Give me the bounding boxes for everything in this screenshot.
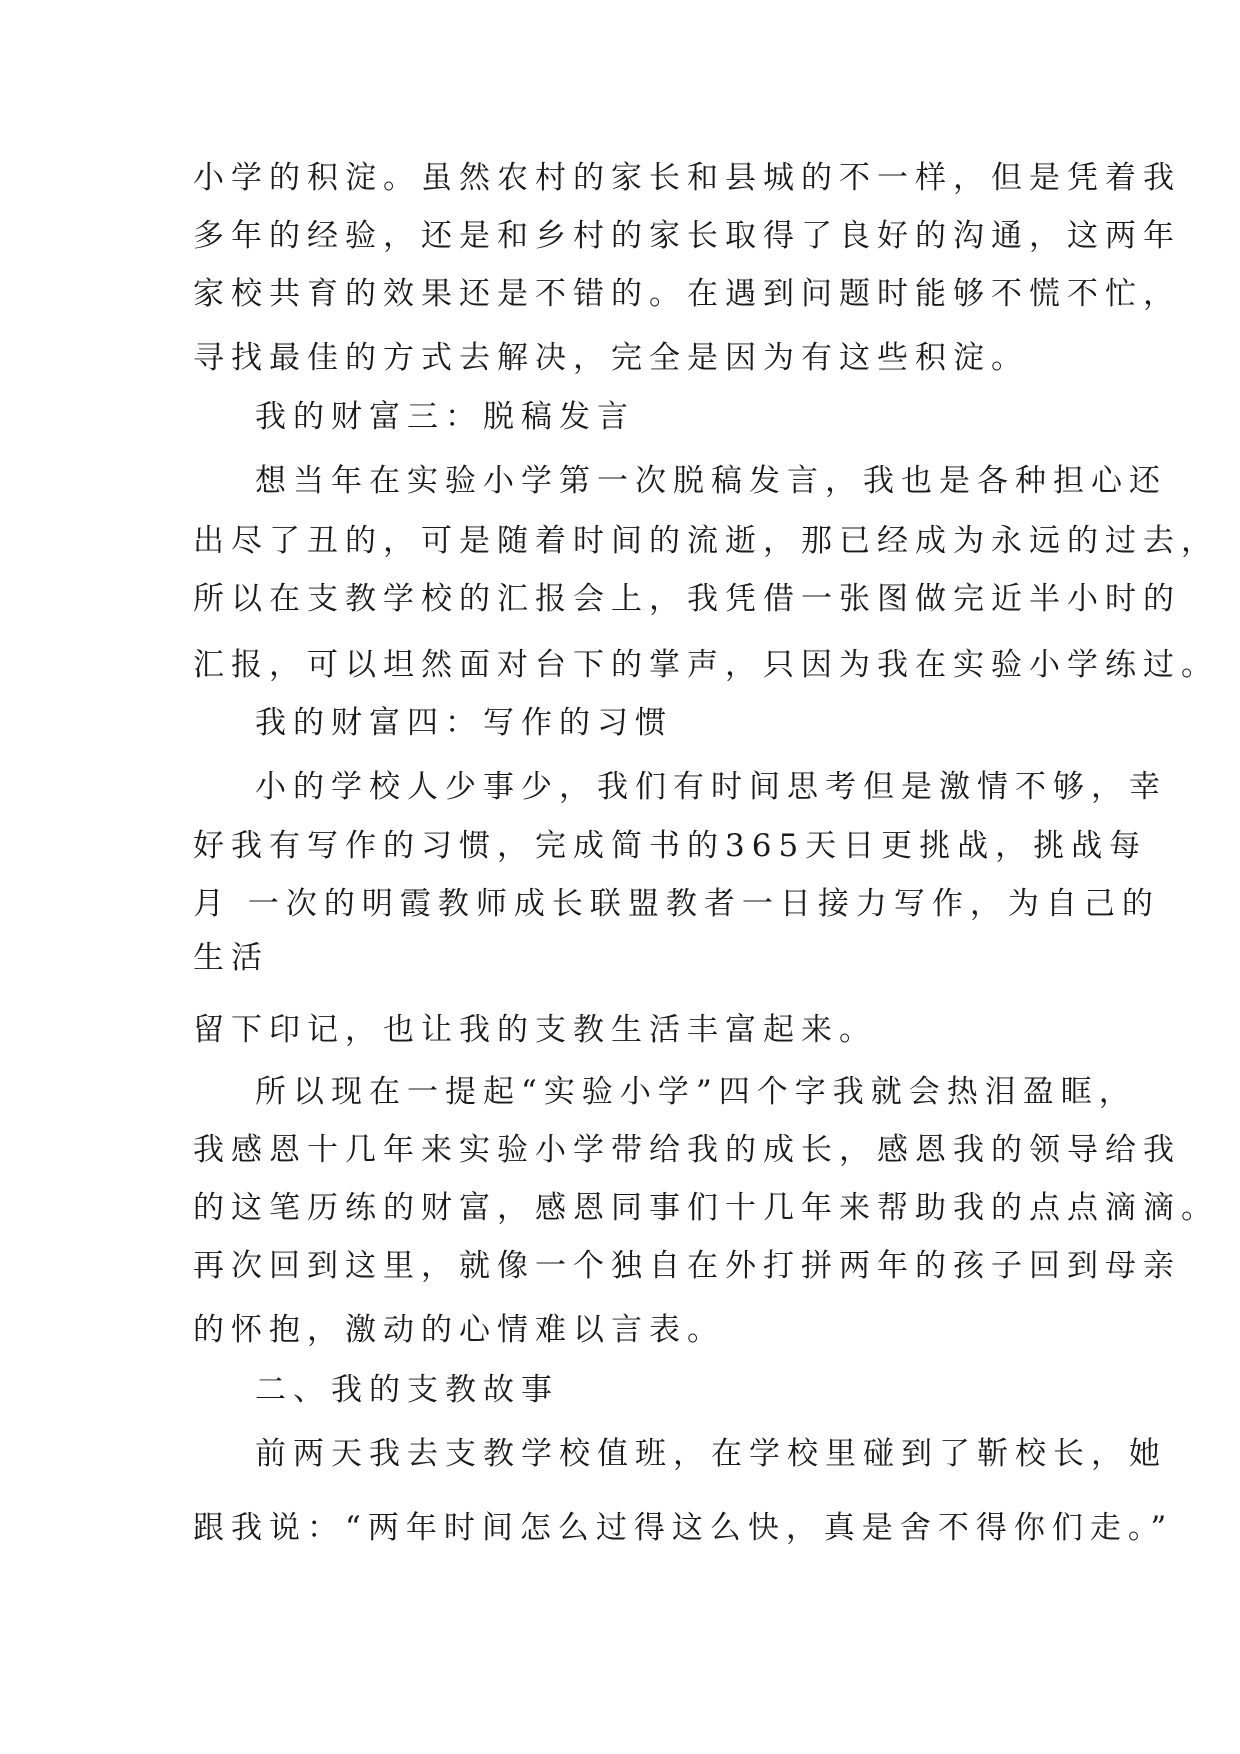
text-line: 生活 bbox=[193, 940, 269, 976]
text-line: 家校共育的效果还是不错的。在遇到问题时能够不慌不忙， bbox=[193, 276, 1181, 312]
text-line: 的这笔历练的财富，感恩同事们十几年来帮助我的点点滴滴。 bbox=[193, 1190, 1219, 1226]
text-line: 的怀抱，激动的心情难以言表。 bbox=[193, 1312, 725, 1348]
text-line: 小学的积淀。虽然农村的家长和县城的不一样，但是凭着我 bbox=[193, 160, 1181, 196]
text-line: 好我有写作的习惯，完成简书的365天日更挑战，挑战每 bbox=[193, 828, 1148, 864]
text-line: 想当年在实验小学第一次脱稿发言，我也是各种担心还 bbox=[255, 463, 1167, 499]
text-line: 多年的经验，还是和乡村的家长取得了良好的沟通，这两年 bbox=[193, 218, 1181, 254]
text-line: 前两天我去支教学校值班，在学校里碰到了靳校长，她 bbox=[255, 1436, 1167, 1472]
text-line: 汇报，可以坦然面对台下的掌声，只因为我在实验小学练过。 bbox=[193, 647, 1219, 683]
text-line: 寻找最佳的方式去解决，完全是因为有这些积淀。 bbox=[193, 340, 1029, 376]
section-heading: 我的财富四：写作的习惯 bbox=[255, 705, 673, 741]
text-line: 月 一次的明霞教师成长联盟教者一日接力写作，为自己的 bbox=[193, 886, 1160, 922]
section-heading: 我的财富三：脱稿发言 bbox=[255, 399, 635, 435]
text-line: 跟我说：“两年时间怎么过得这么快，真是舍不得你们走。” bbox=[193, 1510, 1174, 1546]
text-line: 小的学校人少事少，我们有时间思考但是激情不够，幸 bbox=[255, 769, 1167, 805]
text-line: 再次回到这里，就像一个独自在外打拼两年的孩子回到母亲 bbox=[193, 1248, 1181, 1284]
section-heading: 二、我的支教故事 bbox=[255, 1372, 559, 1408]
text-line: 出尽了丑的，可是随着时间的流逝，那已经成为永远的过去， bbox=[193, 523, 1219, 559]
text-line: 我感恩十几年来实验小学带给我的成长，感恩我的领导给我 bbox=[193, 1132, 1181, 1168]
text-line: 所以现在一提起“实验小学”四个字我就会热泪盈眶， bbox=[255, 1074, 1137, 1110]
text-line: 留下印记，也让我的支教生活丰富起来。 bbox=[193, 1012, 877, 1048]
text-line: 所以在支教学校的汇报会上，我凭借一张图做完近半小时的 bbox=[193, 581, 1181, 617]
